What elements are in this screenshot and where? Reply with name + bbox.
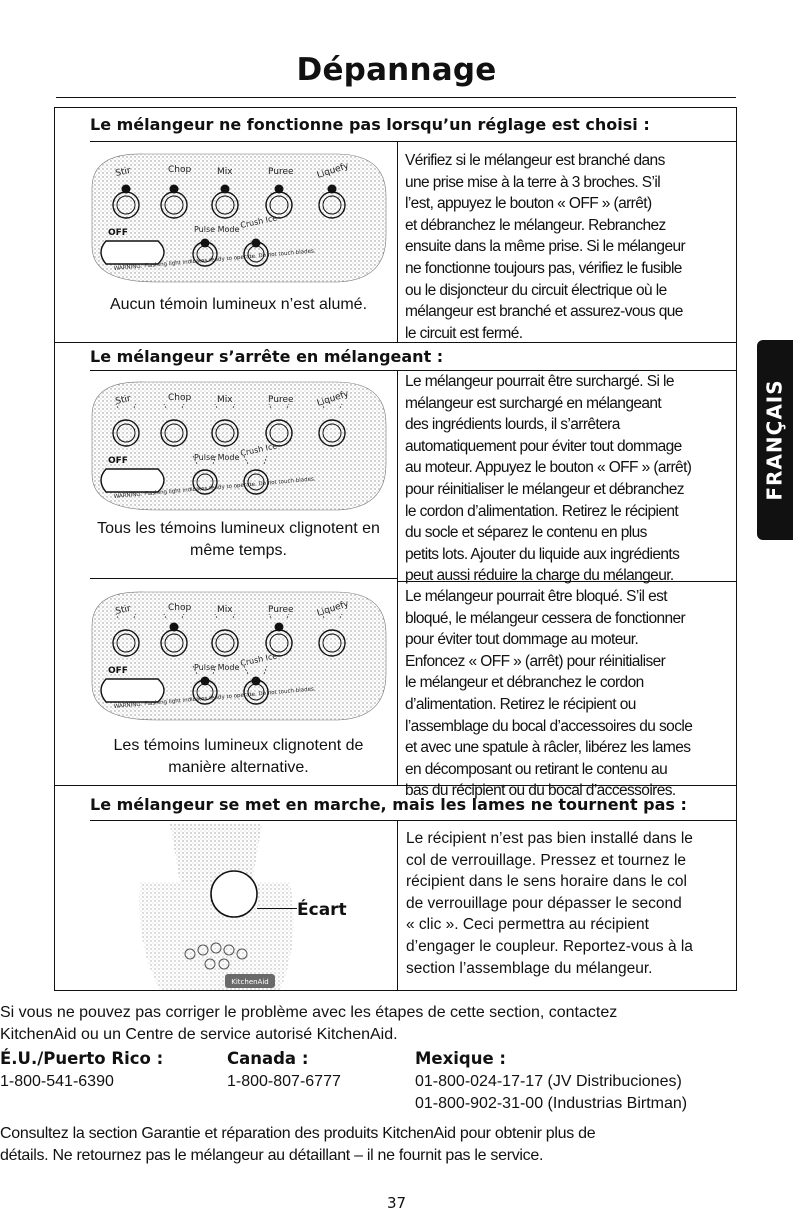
section-rule-1 xyxy=(90,141,737,142)
contact-phone-canada: 1-800-807-6777 xyxy=(227,1073,341,1090)
text-line: Consultez la section Garantie et réparation des produits KitchenAid pour obtenir plus de xyxy=(0,1125,596,1142)
text-line: et avec une spatule à râcler, libérez les lames xyxy=(405,739,691,757)
title-rule xyxy=(56,97,736,98)
column-divider-2 xyxy=(397,370,398,785)
text-line: le circuit est fermé. xyxy=(405,324,523,342)
text-line: une prise mise à la terre à 3 broches. S’il xyxy=(405,173,661,191)
text-line: au moteur. Appuyez le bouton « OFF » (arrêt) xyxy=(405,459,692,477)
section-rule-3 xyxy=(90,820,737,821)
caption-line: même temps. xyxy=(190,541,287,559)
caption-2 xyxy=(86,518,391,561)
section-title-1: Le mélangeur ne fonctionne pas lorsqu’un réglage est choisi : xyxy=(90,115,650,134)
text-line: petits lots. Ajouter du liquide aux ingrédients xyxy=(405,545,680,563)
section-title-3: Le mélangeur se met en marche, mais les lames ne tournent pas : xyxy=(90,795,687,814)
text-line: ne fonctionne toujours pas, vérifiez le fusible xyxy=(405,259,682,277)
text-line: pour éviter tout dommage au moteur. xyxy=(405,631,639,649)
item-rule-left xyxy=(90,578,397,579)
text-line: d’alimentation. Retirez le récipient ou xyxy=(405,695,636,713)
warranty-note xyxy=(0,1123,790,1166)
text-line: col de verrouillage. Pressez et tournez le xyxy=(406,851,687,869)
column-divider-1 xyxy=(397,141,398,342)
brand-badge: KitchenAid xyxy=(231,978,269,986)
control-panel-illustration xyxy=(86,376,391,516)
description-4 xyxy=(406,828,736,979)
text-line: ou le disjoncteur du circuit électrique où le xyxy=(405,281,667,299)
section-title-2: Le mélangeur s’arrête en mélangeant : xyxy=(90,347,444,366)
contact-region-mexico: Mexique : xyxy=(415,1049,506,1068)
contact-intro xyxy=(0,1002,790,1045)
control-panel-alternating xyxy=(86,586,391,726)
control-panel-illustration xyxy=(86,148,391,288)
control-panel-all-blinking xyxy=(86,376,391,516)
text-line: bas du récipient ou du bocal d’accessoires. xyxy=(405,782,676,800)
text-line: mélangeur est surchargé en mélangeant xyxy=(405,394,662,412)
page-title: Dépannage xyxy=(296,52,497,88)
description-2 xyxy=(405,371,735,587)
section-rule-top-3 xyxy=(54,785,737,786)
description-1 xyxy=(405,150,735,344)
text-line: ensuite dans la même prise. Si le mélangeur xyxy=(405,238,686,256)
section-rule-top-2 xyxy=(54,342,737,343)
contact-region-canada: Canada : xyxy=(227,1049,309,1068)
text-line: du socle et séparez le contenu en plus xyxy=(405,524,647,542)
contact-phone-us: 1-800-541-6390 xyxy=(0,1073,114,1090)
text-line: « clic ». Ceci permettra au récipient xyxy=(406,916,649,934)
text-line: peut aussi réduire la charge du mélangeur. xyxy=(405,567,674,585)
column-divider-3 xyxy=(397,820,398,991)
text-line: le cordon d’alimentation. Retirez le récipient xyxy=(405,502,679,520)
text-line: d’engager le coupleur. Reportez-vous à la xyxy=(406,937,693,955)
callout-label: Écart xyxy=(297,900,347,920)
caption-3 xyxy=(86,735,391,778)
text-line: récipient dans le sens horaire dans le col xyxy=(406,873,687,891)
caption-line: Tous les témoins lumineux clignotent en xyxy=(97,520,380,537)
language-tab xyxy=(757,340,793,540)
text-line: en décomposant ou retirant le contenu au xyxy=(405,760,668,778)
page-number: 37 xyxy=(386,1194,407,1212)
text-line: Le récipient n’est pas bien installé dans le xyxy=(406,830,693,847)
caption-line: manière alternative. xyxy=(168,758,309,776)
text-line: l’est, appuyez le bouton « OFF » (arrêt) xyxy=(405,195,652,213)
text-line: l’assemblage du bocal d’accessoires du socle xyxy=(405,717,693,735)
text-line: pour réinitialiser le mélangeur et débranchez xyxy=(405,480,684,498)
blender-base-illustration xyxy=(130,824,300,990)
description-3 xyxy=(405,586,735,802)
text-line: section l’assemblage du mélangeur. xyxy=(406,959,653,977)
text-line: Si vous ne pouvez pas corriger le problème avec les étapes de cette section, contactez xyxy=(0,1004,618,1021)
text-line: des ingrédients lourds, il s’arrêtera xyxy=(405,416,620,434)
text-line: bloqué, le mélangeur cessera de fonctionner xyxy=(405,609,686,627)
callout-line xyxy=(257,908,297,909)
text-line: KitchenAid ou un Centre de service autorisé KitchenAid. xyxy=(0,1025,398,1043)
text-line: Le mélangeur pourrait être surchargé. Si le xyxy=(405,373,674,390)
text-line: Enfoncez « OFF » (arrêt) pour réinitialiser xyxy=(405,652,666,670)
text-line: Le mélangeur pourrait être bloqué. S’il est xyxy=(405,588,667,605)
text-line: et débranchez le mélangeur. Rebranchez xyxy=(405,216,666,234)
text-line: mélangeur est branché et assurez-vous que xyxy=(405,303,683,321)
text-line: Vérifiez si le mélangeur est branché dans xyxy=(405,152,665,169)
caption-1 xyxy=(86,294,391,316)
text-line: de verrouillage pour dépasser le second xyxy=(406,894,682,912)
language-tab-label: FRANÇAIS xyxy=(763,379,787,501)
control-panel-no-lights xyxy=(86,148,391,288)
contact-phone-mexico-1: 01-800-024-17-17 (JV Distribuciones) xyxy=(415,1073,682,1090)
blender-illustration xyxy=(130,824,300,990)
text-line: le mélangeur et débranchez le cordon xyxy=(405,674,644,692)
control-panel-illustration xyxy=(86,586,391,726)
contact-phone-mexico-2: 01-800-902-31-00 (Industrias Birtman) xyxy=(415,1095,688,1112)
contact-region-us: É.U./Puerto Rico : xyxy=(0,1049,164,1068)
text-line: détails. Ne retournez pas le mélangeur au détaillant – il ne fournit pas le service. xyxy=(0,1146,544,1164)
caption-line: Aucun témoin lumineux n’est alumé. xyxy=(109,296,368,313)
caption-line: Les témoins lumineux clignotent de xyxy=(113,737,364,754)
text-line: automatiquement pour éviter tout dommage xyxy=(405,437,682,455)
